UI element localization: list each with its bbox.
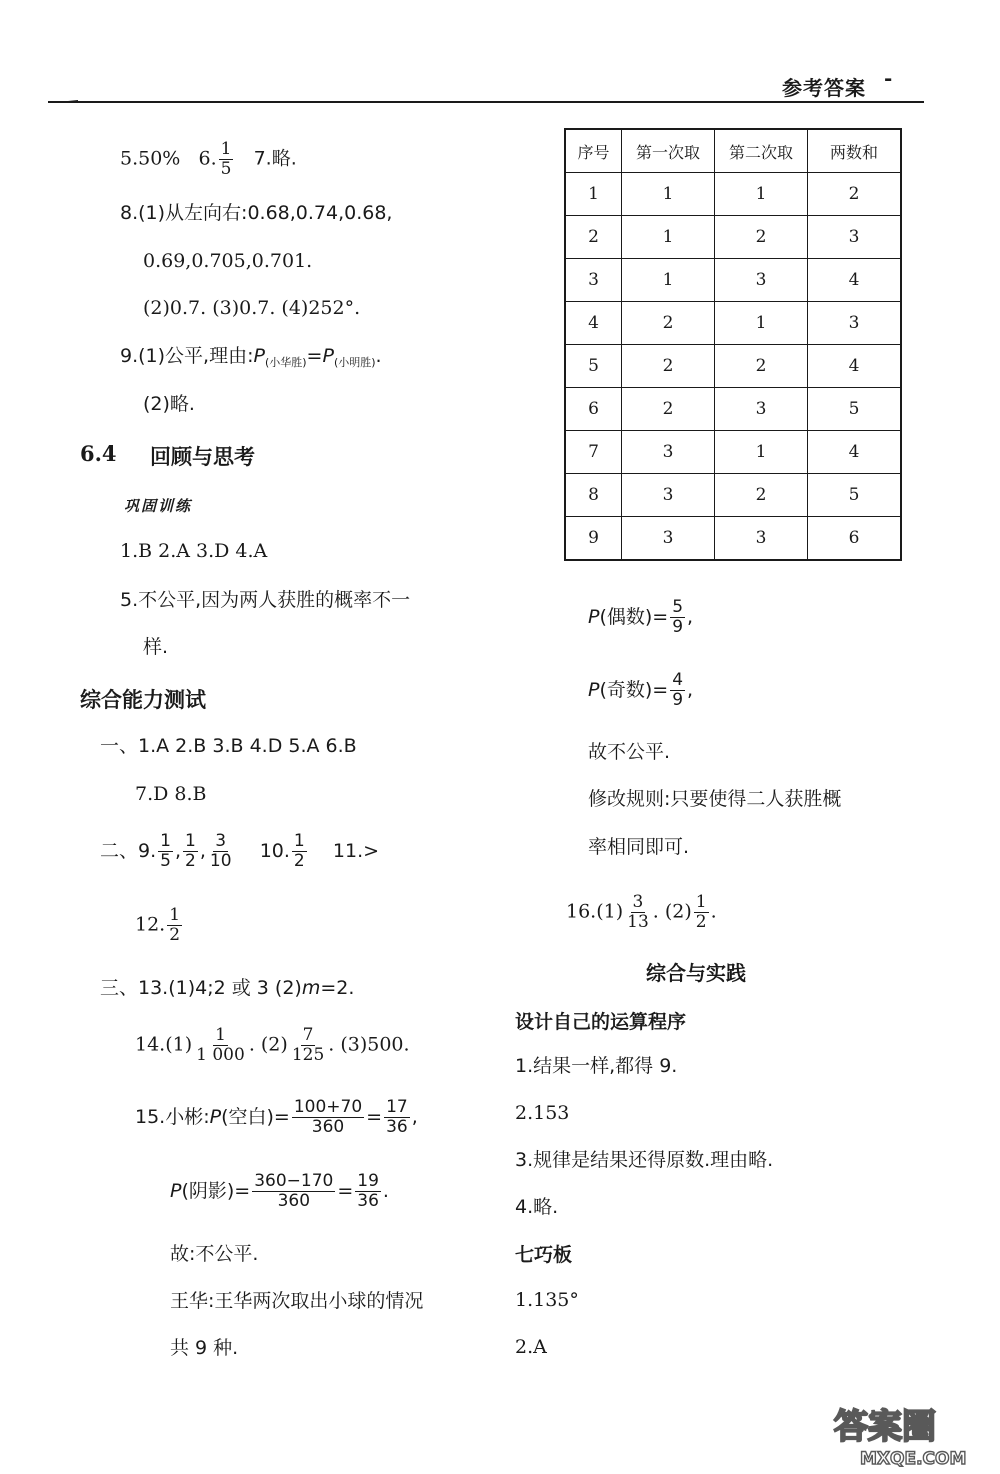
prob-odd: P(奇数)= $\frac{4}{9}$ ,	[588, 670, 694, 710]
answer-line-8-2: (2)0.7. (3)0.7. (4)252°.	[143, 297, 361, 319]
table-header-cell: 序号	[565, 129, 622, 173]
table-cell: 1	[622, 216, 715, 259]
subsection-gonggu: 巩固训练	[124, 497, 193, 515]
table-row	[565, 474, 901, 517]
table-cell: 3	[715, 388, 808, 431]
tangram-answer-1: 1.135°	[515, 1289, 579, 1311]
section-practice-title: 综合与实践	[646, 961, 746, 985]
answer-15-wanghua-cont: 共 9 种.	[170, 1337, 239, 1359]
table-cell: 4	[808, 345, 902, 388]
watermark-icon	[830, 1398, 980, 1468]
table-cell: 7	[565, 431, 622, 474]
table-header-cell: 第二次取	[715, 129, 808, 173]
section-6-4-title: 回顾与思考	[150, 445, 255, 469]
answer-14: 14.(1) $\frac{1}{1 000}$ . (2) $\frac{7}{125}$ . (3)500.	[135, 1025, 410, 1065]
answer-part-2: 二、9. $\frac{1}{5}$ , $\frac{1}{2}$ , $\frac{3}{10}$ 10. $\frac{1}{2}$ 11.>	[100, 831, 380, 871]
table-cell: 3	[622, 474, 715, 517]
table-cell: 3	[808, 216, 902, 259]
table-header-cell: 两数和	[808, 129, 902, 173]
table-cell: 3	[715, 517, 808, 561]
answer-line-9-2: (2)略.	[143, 393, 195, 415]
table-cell: 9	[565, 517, 622, 561]
right-rule: 修改规则:只要使得二人获胜概	[588, 788, 842, 810]
table-row	[565, 517, 901, 561]
table-cell: 4	[808, 259, 902, 302]
answer-16: 16.(1) $\frac{3}{13}$ . (2) $\frac{1}{2}$ .	[566, 892, 717, 932]
table-cell: 1	[715, 431, 808, 474]
practice-answer-1: 1.结果一样,都得 9.	[515, 1055, 678, 1077]
table-row	[565, 216, 901, 259]
answer-line-5: 5.不公平,因为两人获胜的概率不一	[120, 589, 411, 611]
table-header-cell: 第一次取	[622, 129, 715, 173]
table-cell: 2	[715, 345, 808, 388]
table-cell: 3	[808, 302, 902, 345]
answer-part-1: 一、1.A 2.B 3.B 4.D 5.A 6.B	[100, 735, 357, 757]
table-cell: 5	[565, 345, 622, 388]
table-cell: 5	[808, 474, 902, 517]
header-dash: -	[884, 66, 893, 90]
right-rule-cont: 率相同即可.	[588, 836, 690, 858]
table-cell: 1	[565, 173, 622, 216]
practice-answer-3: 3.规律是结果还得原数.理由略.	[515, 1149, 774, 1171]
answer-line-1-4: 1.B 2.A 3.D 4.A	[120, 540, 268, 562]
table-row	[565, 388, 901, 431]
answer-part-1-cont: 7.D 8.B	[135, 783, 207, 805]
table-cell: 2	[565, 216, 622, 259]
table-row	[565, 431, 901, 474]
answer-12: 12. $\frac{1}{2}$	[135, 905, 181, 945]
table-row	[565, 173, 901, 216]
table-cell: 4	[565, 302, 622, 345]
table-cell: 8	[565, 474, 622, 517]
table-cell: 1	[715, 302, 808, 345]
watermark-text: 答案圈	[834, 1407, 936, 1447]
subsection-tangram: 七巧板	[515, 1244, 573, 1266]
watermark-sub: MXQE.COM	[860, 1449, 967, 1468]
table-cell: 6	[565, 388, 622, 431]
answer-15-wanghua: 王华:王华两次取出小球的情况	[170, 1290, 424, 1312]
answer-line-5-cont: 样.	[143, 636, 169, 658]
practice-answer-4: 4.略.	[515, 1196, 559, 1218]
table-cell: 5	[808, 388, 902, 431]
table-header-row	[565, 129, 901, 173]
right-conclusion: 故不公平.	[588, 741, 671, 763]
table-cell: 2	[808, 173, 902, 216]
table-cell: 2	[622, 345, 715, 388]
table-cell: 3	[565, 259, 622, 302]
subsection-design-program: 设计自己的运算程序	[515, 1011, 687, 1033]
answer-line-9-1: 9.(1)公平,理由$:P_{(小华胜)}=P_{(小明胜)}$.	[120, 345, 382, 369]
table-row	[565, 259, 901, 302]
table-cell: 4	[808, 431, 902, 474]
answer-part-3: 三、13.(1)4;2 或 3 (2)m=2.	[100, 977, 355, 999]
table-row	[565, 302, 901, 345]
answer-line-5-7: 5.50% 6. $\frac{1}{5}$ 7.略.	[120, 139, 297, 179]
watermark-logo	[830, 1398, 980, 1468]
table-row	[565, 345, 901, 388]
table-cell: 2	[715, 216, 808, 259]
practice-answer-2: 2.153	[515, 1102, 570, 1124]
answer-15-xiaobin: 15.小彬:P(空白)= $\frac{100+70}{360}$ = $\frac{17}{36}$ ,	[135, 1097, 418, 1137]
table-cell: 1	[715, 173, 808, 216]
outcome-table	[564, 128, 902, 561]
table-cell: 2	[622, 302, 715, 345]
answer-line-8-1-cont: 0.69,0.705,0.701.	[143, 250, 313, 272]
table-cell: 2	[622, 388, 715, 431]
section-6-4-number: 6.4	[80, 441, 117, 466]
answer-15-conclusion: 故:不公平.	[170, 1243, 259, 1265]
prob-even: P(偶数)= $\frac{5}{9}$ ,	[588, 597, 694, 637]
answer-15-shadow: P(阴影)= $\frac{360-170}{360}$ = $\frac{19}{36}$ .	[170, 1171, 389, 1211]
table-cell: 6	[808, 517, 902, 561]
header-rule	[48, 101, 924, 103]
table-cell: 1	[622, 259, 715, 302]
table-cell: 3	[622, 517, 715, 561]
table-cell: 3	[622, 431, 715, 474]
answer-line-8-1: 8.(1)从左向右:0.68,0.74,0.68,	[120, 202, 393, 224]
table-cell: 2	[715, 474, 808, 517]
table-cell: 1	[622, 173, 715, 216]
table-cell: 3	[715, 259, 808, 302]
tangram-answer-2: 2.A	[515, 1336, 547, 1358]
section-zonghe-title: 综合能力测试	[80, 688, 206, 712]
header-title: 参考答案	[782, 76, 866, 100]
